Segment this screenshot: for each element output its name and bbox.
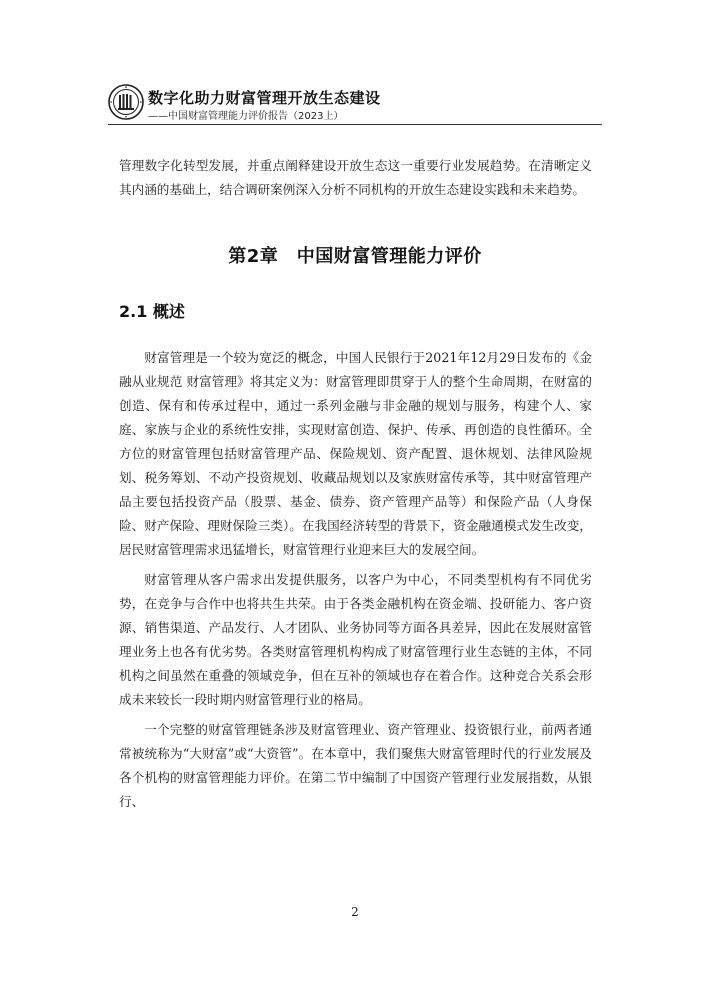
body-paragraph-2: 财富管理从客户需求出发提供服务，以客户为中心，不同类型机构有不同优劣势，在竞争与合作中也将共生共荣。由于各类金融机构在资金端、投研能力、客户资源、销售渠道、产品发行、人才团队、业务协同等方面各具差异，因此在发展财富管理业务上也各有优劣势。各类财富管理机构构成了财富管理行业生态链的主体，不同机构之间虽然在重叠的领域竞争，但在互补的领域也存在着合作。这种竞合关系会形成未来较长一段时期内财富管理行业的格局。 [119,572,592,707]
body-paragraph-3: 一个完整的财富管理链条涉及财富管理业、资产管理业、投资银行业，前两者通常被统称为“大财富”或“大资管”。在本章中，我们聚焦大财富管理时代的行业发展及各个机构的财富管理能力评价。在第二节中编制了中国资产管理行业发展指数，从银行、 [119,722,592,809]
section-body [119,346,592,820]
university-seal-logo [108,84,144,120]
section-heading: 2.1 概述 [119,302,185,321]
intro-paragraph: 管理数字化转型发展，并重点阐释建设开放生态这一重要行业发展趋势。在清晰定义其内涵的基础上，结合调研案例深入分析不同机构的开放生态建设实践和未来趋势。 [119,158,592,197]
running-header [108,84,602,128]
report-subtitle: ——中国财富管理能力评价报告（2023上） [148,111,344,122]
chapter-title: 第2章 中国财富管理能力评价 [228,246,482,267]
intro-block [119,154,592,202]
header-divider [108,124,602,125]
body-paragraph-1: 财富管理是一个较为宽泛的概念，中国人民银行于2021年12月29日发布的《金融从业规范 财富管理》将其定义为：财富管理即贯穿于人的整个生命周期，在财富的创造、保有和传承过程中，通过一系列金融与非金融的规划与服务，构建个人、家庭、家族与企业的系统性安排，实现财富创造、保护、传承、再创造的良性循环。全方位的财富管理包括财富管理产品、保险规划、资产配置、退休规划、法律风险规划、税务筹划、不动产投资规划、收藏品规划以及家族财富传承等，其中财富管理产品主要包括投资产品（股票、基金、债券、资产管理产品等）和保险产品（人身保险、财产保险、理财保险三类）。在我国经济转型的背景下，资金融通模式发生改变，居民财富管理需求迅猛增长，财富管理行业迎来巨大的发展空间。 [119,350,592,557]
report-series-title: 数字化助力财富管理开放生态建设 [148,89,381,107]
page-number: 2 [351,905,359,919]
